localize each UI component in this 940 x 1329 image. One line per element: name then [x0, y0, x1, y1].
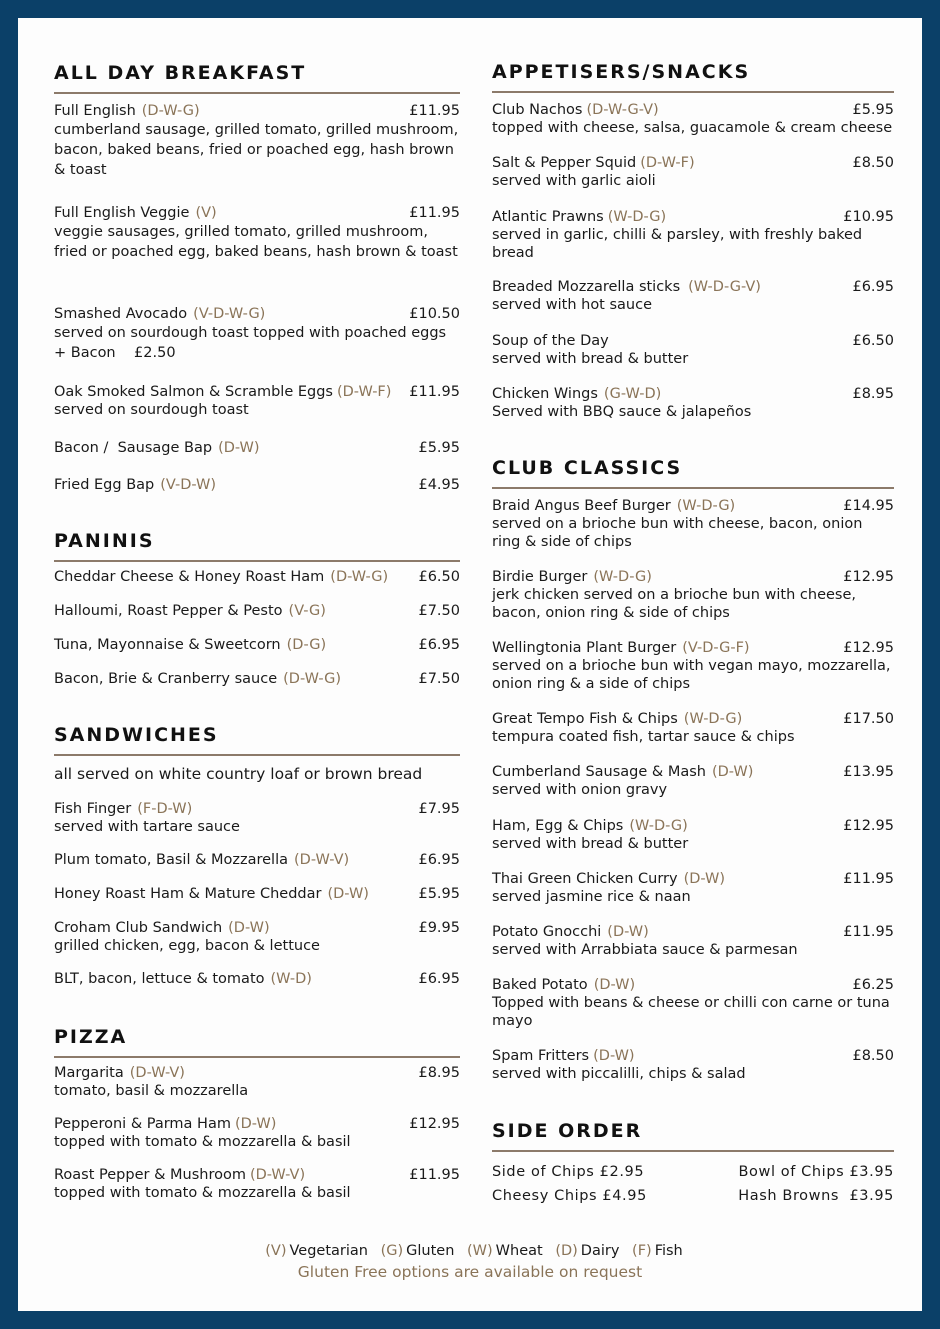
item-description: served with bread & butter: [492, 836, 689, 852]
item-price: £8.95: [852, 386, 894, 402]
item-name: Baked Potato: [492, 977, 588, 993]
section-title: APPETISERS/SNACKS: [492, 61, 751, 83]
item-name: Fish Finger: [54, 801, 132, 817]
side-item: Cheesy Chips £4.95: [492, 1188, 647, 1204]
allergen-code: (D-G): [286, 637, 327, 653]
item-name: Great Tempo Fish & Chips: [492, 711, 678, 727]
legend-code: (D): [555, 1243, 578, 1259]
item-price: £5.95: [418, 886, 460, 902]
item-description: served in garlic, chilli & parsley, with freshly baked bread: [492, 227, 863, 261]
item-name: Birdie Burger: [492, 569, 588, 585]
menu-item: [54, 102, 460, 180]
allergen-code: (D-W-G): [283, 671, 342, 687]
section-title: SIDE ORDER: [492, 1120, 643, 1142]
allergen-code: (V-D-W-G): [193, 306, 266, 322]
allergen-code: (D-W): [607, 924, 649, 940]
allergen-code: (D-W-G-V): [586, 102, 659, 118]
item-price: £7.95: [418, 801, 460, 817]
side-item: Side of Chips £2.95: [492, 1164, 645, 1180]
allergen-code: (D-W): [228, 920, 270, 936]
menu-item: [54, 800, 460, 836]
menu-item: [492, 332, 894, 368]
menu-item: [54, 851, 460, 869]
item-description: Served with BBQ sauce & jalapeños: [492, 404, 752, 420]
item-description: served with onion gravy: [492, 782, 668, 798]
side-row: [492, 1184, 894, 1208]
item-price: £8.50: [852, 1048, 894, 1064]
item-name: Cheddar Cheese & Honey Roast Ham: [54, 569, 325, 585]
allergen-code: (D-W): [327, 886, 369, 902]
item-name: Full English Veggie: [54, 205, 190, 221]
allergen-code: (W-D-G): [629, 818, 688, 834]
allergen-code: (D-W): [218, 440, 260, 456]
menu-item: [54, 383, 460, 419]
menu-item: [492, 154, 894, 190]
item-description: served with garlic aioli: [492, 173, 656, 189]
section-divider: [54, 560, 460, 562]
item-name: Club Nachos: [492, 102, 583, 118]
section-title: PANINIS: [54, 530, 155, 552]
menu-item: [54, 670, 460, 688]
item-description: served with Arrabbiata sauce & parmesan: [492, 942, 798, 958]
menu-item: [492, 710, 894, 746]
item-description: tempura coated fish, tartar sauce & chips: [492, 729, 795, 745]
section-paninis: [54, 530, 460, 562]
item-description: served with tartare sauce: [54, 819, 240, 835]
allergen-code: (D-W-V): [294, 852, 350, 868]
item-name: Margarita: [54, 1065, 124, 1081]
allergen-code: (V): [195, 205, 217, 221]
menu-item: [492, 976, 894, 1030]
item-price: £12.95: [843, 818, 894, 834]
section-title: ALL DAY BREAKFAST: [54, 62, 307, 84]
menu-item: [54, 1115, 460, 1151]
item-name: Chicken Wings: [492, 386, 598, 402]
menu-item: [492, 208, 894, 262]
allergen-code: (W-D-G-V): [688, 279, 761, 295]
item-name: Fried Egg Bap: [54, 477, 155, 493]
menu-item: [492, 817, 894, 853]
item-price: £8.50: [852, 155, 894, 171]
item-description: Topped with beans & cheese or chilli con carne or tuna mayo: [492, 995, 890, 1029]
legend-label: Fish: [654, 1243, 683, 1259]
menu-item: [54, 970, 460, 988]
item-price: £8.95: [418, 1065, 460, 1081]
item-name: Thai Green Chicken Curry: [492, 871, 678, 887]
menu-item: [492, 278, 894, 314]
item-description: served on sourdough toast topped with poached eggs: [54, 325, 447, 341]
section-title: PIZZA: [54, 1026, 128, 1048]
allergen-code: (W-D-G): [683, 711, 743, 727]
menu-item: [54, 305, 460, 363]
section-divider: [492, 487, 894, 489]
section-divider: [492, 91, 894, 93]
item-extra: + Bacon £2.50: [54, 345, 176, 361]
item-description: served jasmine rice & naan: [492, 889, 691, 905]
item-name: Wellingtonia Plant Burger: [492, 640, 677, 656]
item-price: £12.95: [409, 1116, 460, 1132]
legend-label: Dairy: [580, 1243, 620, 1259]
menu-item: [54, 568, 460, 586]
item-name: Tuna, Mayonnaise & Sweetcorn: [54, 637, 281, 653]
item-price: £5.95: [418, 440, 460, 456]
allergen-code: (V-G): [288, 603, 326, 619]
item-name: Bacon / Sausage Bap: [54, 440, 213, 456]
item-name: Smashed Avocado: [54, 306, 188, 322]
side-order-list: [492, 1160, 894, 1208]
item-name: Atlantic Prawns: [492, 209, 604, 225]
item-description: topped with tomato & mozzarella & basil: [54, 1185, 351, 1201]
item-description: served on a brioche bun with cheese, bacon, onion ring & side of chips: [492, 516, 863, 550]
section-title: CLUB CLASSICS: [492, 457, 683, 479]
allergen-code: (V-D-G-F): [682, 640, 750, 656]
item-price: £10.95: [843, 209, 894, 225]
item-price: £11.95: [843, 871, 894, 887]
item-name: Pepperoni & Parma Ham: [54, 1116, 231, 1132]
item-price: £6.50: [418, 569, 460, 585]
allergen-code: (D-W): [711, 764, 754, 780]
menu-item: [492, 639, 894, 693]
allergen-code: (D-W-G): [141, 103, 200, 119]
item-description: veggie sausages, grilled tomato, grilled mushroom, fried or poached egg, baked beans, hash brown & toast: [54, 224, 458, 260]
item-price: £7.50: [418, 603, 460, 619]
section-appetisers: [492, 61, 894, 93]
allergen-code: (G-W-D): [603, 386, 662, 402]
menu-item: [54, 204, 460, 262]
section-divider: [54, 754, 460, 756]
section-divider: [492, 1150, 894, 1152]
item-name: Spam Fritters: [492, 1048, 590, 1064]
menu-item: [54, 476, 460, 494]
item-description: served with piccalilli, chips & salad: [492, 1066, 746, 1082]
item-price: £14.95: [843, 498, 894, 514]
section-side-order: [492, 1120, 894, 1152]
menu-item: [492, 101, 894, 137]
item-name: Soup of the Day: [492, 333, 609, 349]
item-name: Cumberland Sausage & Mash: [492, 764, 706, 780]
item-description: served with hot sauce: [492, 297, 653, 313]
side-item: Bowl of Chips £3.95: [738, 1164, 894, 1180]
item-name: Halloumi, Roast Pepper & Pesto: [54, 603, 283, 619]
section-breakfast: [54, 62, 460, 94]
section-sandwiches: [54, 724, 460, 756]
allergen-code: (D-W-G): [330, 569, 389, 585]
allergen-code: (D-W): [234, 1116, 277, 1132]
item-price: £6.95: [418, 852, 460, 868]
item-description: tomato, basil & mozzarella: [54, 1083, 249, 1099]
legend-code: (F): [632, 1243, 652, 1259]
legend-label: Gluten: [406, 1243, 455, 1259]
item-price: £11.95: [409, 103, 460, 119]
menu-item: [54, 1166, 460, 1202]
item-price: £6.50: [852, 333, 894, 349]
item-name: Bacon, Brie & Cranberry sauce: [54, 671, 278, 687]
item-description: served on sourdough toast: [54, 402, 249, 418]
item-name: Potato Gnocchi: [492, 924, 602, 940]
allergen-code: (D-W): [593, 1048, 635, 1064]
legend-code: (V): [265, 1243, 287, 1259]
item-price: £5.95: [852, 102, 894, 118]
item-price: £11.95: [409, 1167, 460, 1183]
section-pizza: [54, 1026, 460, 1058]
menu-item: [492, 1047, 894, 1083]
item-name: Honey Roast Ham & Mature Cheddar: [54, 886, 322, 902]
item-price: £10.50: [409, 306, 460, 322]
item-name: Plum tomato, Basil & Mozzarella: [54, 852, 289, 868]
item-price: £12.95: [843, 640, 894, 656]
item-description: grilled chicken, egg, bacon & lettuce: [54, 938, 320, 954]
item-price: £17.50: [843, 711, 894, 727]
item-description: served with bread & butter: [492, 351, 689, 367]
allergen-code: (W-D-G): [607, 209, 667, 225]
item-price: £11.95: [843, 924, 894, 940]
allergen-code: (W-D-G): [593, 569, 652, 585]
item-price: £12.95: [843, 569, 894, 585]
menu-item: [54, 885, 460, 903]
item-price: £13.95: [843, 764, 894, 780]
item-name: Croham Club Sandwich: [54, 920, 223, 936]
item-name: Salt & Pepper Squid: [492, 155, 637, 171]
gluten-free-note: Gluten Free options are available on request: [297, 1263, 643, 1281]
menu-item: [54, 439, 460, 457]
menu-item: [492, 870, 894, 906]
allergen-code: (D-W-V): [129, 1065, 185, 1081]
allergen-code: (D-W-F): [640, 155, 695, 171]
legend-code: (G): [380, 1243, 404, 1259]
allergen-code: (F-D-W): [137, 801, 193, 817]
allergen-code: (W-D-G): [676, 498, 736, 514]
menu-item: [54, 602, 460, 620]
item-price: £6.25: [852, 977, 894, 993]
menu-page: [18, 18, 922, 1311]
section-title: SANDWICHES: [54, 724, 219, 746]
section-note: all served on white country loaf or brown bread: [54, 765, 423, 783]
menu-item: [54, 636, 460, 654]
menu-item: [492, 385, 894, 421]
allergen-code: (D-W): [683, 871, 726, 887]
item-description: served on a brioche bun with vegan mayo, mozzarella, onion ring & a side of chips: [492, 658, 891, 692]
section-divider: [54, 92, 460, 94]
side-row: [492, 1160, 894, 1184]
menu-item: [492, 763, 894, 799]
item-name: BLT, bacon, lettuce & tomato: [54, 971, 265, 987]
item-price: £11.95: [409, 384, 460, 400]
allergen-legend: [18, 1243, 922, 1259]
allergen-code: (D-W-F): [336, 384, 392, 400]
item-name: Braid Angus Beef Burger: [492, 498, 671, 514]
menu-item: [54, 1064, 460, 1100]
item-description: topped with cheese, salsa, guacamole & cream cheese: [492, 120, 893, 136]
legend-code: (W): [467, 1243, 493, 1259]
section-divider: [54, 1056, 460, 1058]
menu-item: [492, 568, 894, 622]
item-price: £6.95: [852, 279, 894, 295]
legend-label: Wheat: [495, 1243, 543, 1259]
item-price: £9.95: [418, 920, 460, 936]
item-description: cumberland sausage, grilled tomato, grilled mushroom, bacon, baked beans, fried or poached egg, hash brown & toast: [54, 122, 459, 178]
footer: [18, 1243, 922, 1281]
item-name: Ham, Egg & Chips: [492, 818, 624, 834]
side-item: Hash Browns £3.95: [738, 1188, 894, 1204]
allergen-code: (D-W-V): [249, 1167, 306, 1183]
item-name: Roast Pepper & Mushroom: [54, 1167, 246, 1183]
menu-item: [492, 497, 894, 551]
item-price: £7.50: [418, 671, 460, 687]
item-description: jerk chicken served on a brioche bun with cheese, bacon, onion ring & side of chips: [492, 587, 857, 621]
menu-item: [492, 923, 894, 959]
item-name: Breaded Mozzarella sticks: [492, 279, 681, 295]
allergen-code: (W-D): [270, 971, 312, 987]
item-description: topped with tomato & mozzarella & basil: [54, 1134, 351, 1150]
section-club-classics: [492, 457, 894, 489]
allergen-code: (D-W): [593, 977, 636, 993]
item-price: £4.95: [418, 477, 460, 493]
legend-label: Vegetarian: [289, 1243, 368, 1259]
menu-item: [54, 919, 460, 955]
item-price: £6.95: [418, 971, 460, 987]
item-name: Full English: [54, 103, 136, 119]
item-name: Oak Smoked Salmon & Scramble Eggs: [54, 384, 333, 400]
item-price: £6.95: [418, 637, 460, 653]
item-price: £11.95: [409, 205, 460, 221]
allergen-code: (V-D-W): [160, 477, 216, 493]
